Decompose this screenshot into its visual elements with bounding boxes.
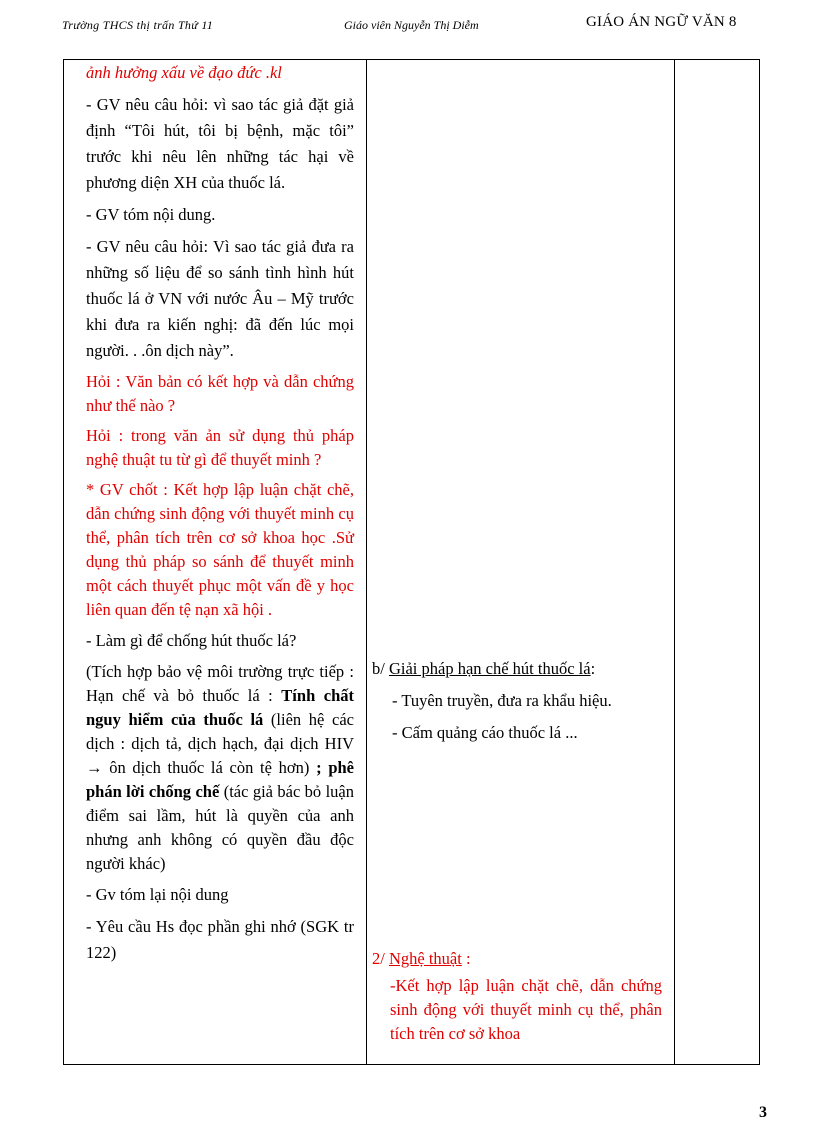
art-heading: [372, 946, 662, 972]
epidemic-note: (liên hệ các dịch : dịch tả, dịch hạch, đại dịch HIV → ôn dịch thuốc lá còn tệ hơn): [86, 710, 355, 777]
solutions-colon: :: [590, 659, 596, 678]
header-subject: GIÁO ÁN NGỮ VĂN 8: [586, 14, 737, 30]
question-statistics: - GV nêu câu hỏi: Vì sao tác giả đưa ra những số liệu để so sánh tình hình hút thuốc lá ở VN với nước Âu – Mỹ trước khi đưa ra kiến nghị: đã đến lúc mọi người. . .ôn dịch này”.: [86, 237, 354, 360]
danger-heading: Tính chất nguy hiểm của thuốc lá: [86, 686, 355, 729]
lesson-table: [63, 59, 760, 1065]
question-technique: Hỏi : trong văn ản sử dụng thủ pháp nghệ thuật tu từ gì để thuyết minh ?: [86, 426, 354, 469]
art-block: [372, 946, 662, 1046]
page-number: 3: [759, 1104, 767, 1121]
art-prefix: 2/: [372, 949, 389, 968]
column-divider-1: [366, 60, 367, 1064]
question-anti-smoking: - Làm gì để chống hút thuốc lá?: [86, 631, 297, 650]
header-teacher: Giáo viên Nguyễn Thị Diễm: [344, 18, 479, 32]
solution-item-ad-ban: - Cấm quảng cáo thuốc lá ...: [392, 723, 578, 742]
art-title: Nghệ thuật: [388, 949, 462, 968]
art-colon: :: [461, 949, 471, 968]
teacher-activity-column: [86, 60, 354, 972]
criticism-heading: ; phê phán lời chống chế: [86, 758, 354, 801]
criticism-note: (tác giả bác bỏ luận điểm sai lầm, hút là quyền của anh nhưng anh không có quyền đầu độc người khác): [86, 782, 354, 873]
page-header: [62, 14, 762, 36]
solutions-title: Giải pháp hạn chế hút thuốc lá: [388, 659, 591, 678]
question-assumption: - GV nêu câu hỏi: vì sao tác giả đặt giả định “Tôi hút, tôi bị bệnh, mặc tôi” trước khi nêu lên những tác hại về phương diện XH của thuốc lá.: [86, 95, 354, 192]
solution-item-propaganda: - Tuyên truyền, đưa ra khẩu hiệu.: [392, 691, 612, 710]
summary-final: - Gv tóm lại nội dung: [86, 885, 229, 904]
read-notes-request: - Yêu cầu Hs đọc phần ghi nhớ (SGK tr 122): [86, 917, 354, 962]
question-evidence: Hỏi : Văn bản có kết hợp và dẫn chứng như thế nào ?: [86, 372, 354, 415]
header-school: Trường THCS thị trấn Thứ 11: [62, 18, 214, 32]
solutions-heading: [372, 656, 662, 682]
solutions-prefix: b/: [372, 659, 389, 678]
continued-line: ảnh hưởng xấu về đạo đức .kl: [86, 63, 282, 82]
solutions-block: [372, 656, 662, 752]
environment-integration: [86, 660, 354, 876]
teacher-conclusion: * GV chốt : Kết hợp lập luận chặt chẽ, dẫn chứng sinh động với thuyết minh cụ thể, phân tích trên cơ sở khoa học .Sử dụng thủ pháp so sánh để thuyết minh một cách thuyết phục một vấn đề y học liên quan đến tệ nạn xã hội .: [86, 480, 354, 619]
integration-intro: (Tích hợp bảo vệ môi trường trực tiếp : Hạn chế và bỏ thuốc lá :: [86, 662, 354, 705]
art-item-argument: -Kết hợp lập luận chặt chẽ, dẫn chứng sinh động với thuyết minh cụ thể, phân tích trên cơ sở khoa: [390, 976, 662, 1043]
column-divider-2: [674, 60, 675, 1064]
summary-content: - GV tóm nội dung.: [86, 205, 216, 224]
